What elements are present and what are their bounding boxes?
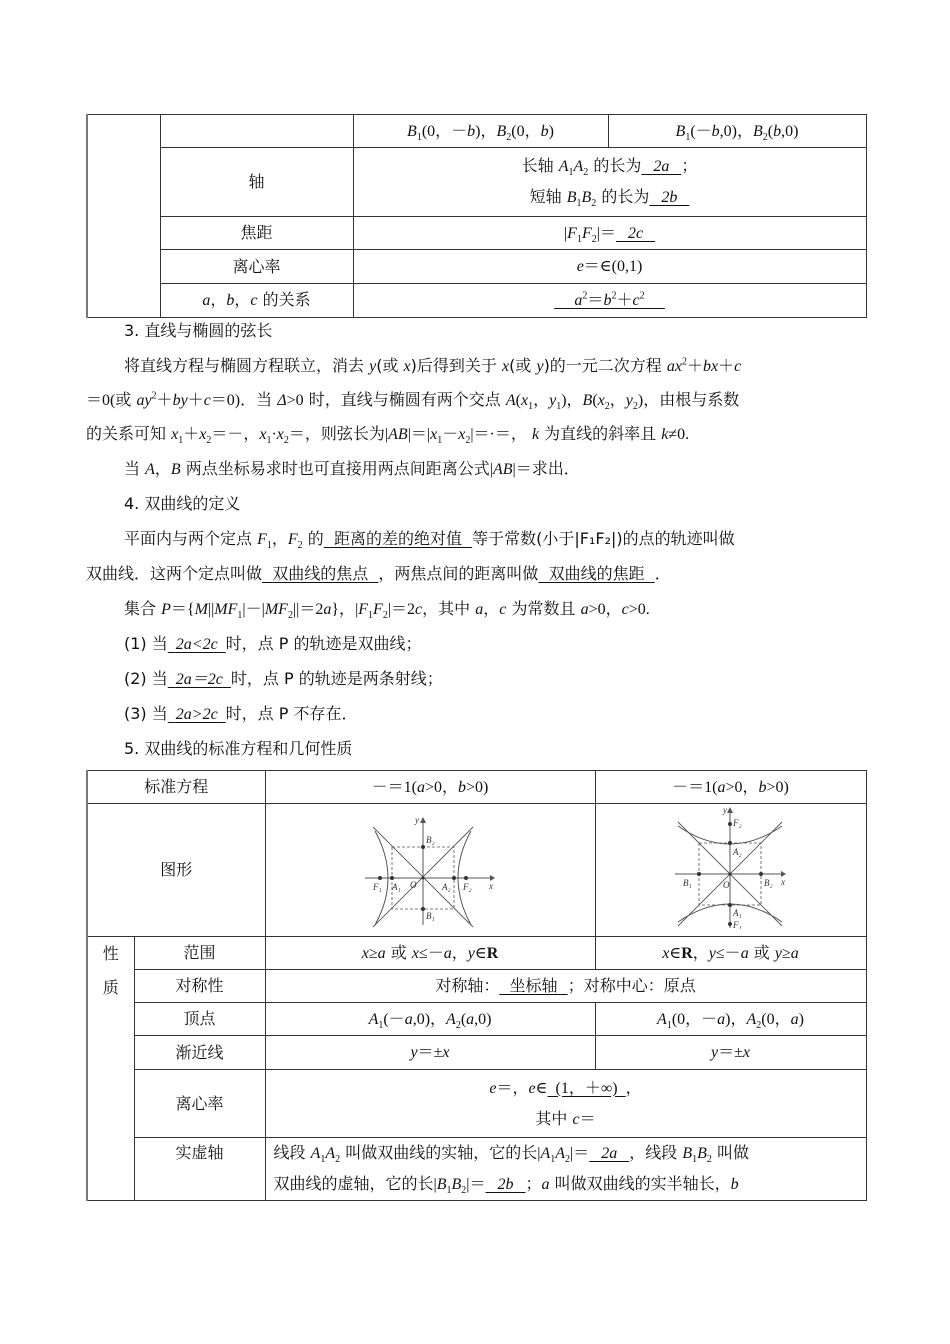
graph-label: 图形 <box>87 804 265 937</box>
eccentricity-value: e＝，e∈ (1，＋∞) ， 其中 c＝ <box>265 1070 866 1138</box>
vertex-row-label <box>160 115 353 148</box>
svg-text:B₂: B₂ <box>764 877 773 888</box>
svg-text:B₂: B₂ <box>426 834 435 845</box>
eccentricity-row-label: 离心率 <box>160 250 353 284</box>
svg-text:B₁: B₁ <box>683 877 692 888</box>
hyperbola-properties-table <box>86 770 867 1201</box>
relation-row-value <box>353 284 866 318</box>
vertex-col-x: $B_1(0$，－b)，$B_2(0$，b) <box>353 115 608 148</box>
relation-blank: $a^2=b^2+c^2$ <box>574 290 645 309</box>
svg-text:x: x <box>781 876 786 887</box>
section-4-def-line2: 双曲线．这两个定点叫做 双曲线的焦点 ，两焦点间的距离叫做 双曲线的焦距 ． <box>86 564 671 583</box>
major-axis-blank: 2a <box>641 158 682 175</box>
symmetry-label: 对称性 <box>134 970 265 1003</box>
eccentricity-blank: (1，＋∞) <box>547 1079 626 1097</box>
symmetry-value: 对称轴： 坐标轴 ；对称中心：原点 <box>265 970 866 1003</box>
properties-label: 性质 <box>87 937 134 1201</box>
hyperbola-y-axis-figure <box>673 804 788 929</box>
svg-text:O: O <box>410 879 417 890</box>
svg-text:F₁: F₁ <box>373 881 382 892</box>
symmetry-blank: 坐标轴 <box>509 976 558 995</box>
asymptote-col-y: y＝±x <box>595 1036 866 1070</box>
axis-row-value: 长轴 $A_1A_2$ 的长为 2a ； 短轴 $B_1B_2$ 的长为 2b <box>353 148 866 217</box>
asymptote-label: 渐近线 <box>134 1036 265 1070</box>
def-blank-1: 距离的差的绝对值 <box>333 529 462 548</box>
focal-row-value: $|F_1F_2|= 2c$ <box>353 217 866 250</box>
imaginary-axis-blank: 2b <box>485 1176 526 1193</box>
eccentricity-row-value: e＝∈(0,1) <box>353 250 866 284</box>
svg-text:F₂: F₂ <box>463 881 472 892</box>
properties-merged-cell <box>87 115 160 318</box>
case-1-blank: 2a<2c <box>175 636 218 653</box>
svg-text:A₂: A₂ <box>733 846 742 857</box>
section-3-para1-line1: 将直线方程与椭圆方程联立，消去 y(或 x)后得到关于 x(或 y)的一元二次方程 $ax^2+bx+c$ <box>124 356 742 375</box>
standard-equation-y: －＝1(a>0，b>0) <box>595 771 866 804</box>
section-5-heading: 5. 双曲线的标准方程和几何性质 <box>124 739 353 758</box>
section-3-para1-line3: 的关系可知 $x_1+x_2=-$，$x_1\cdot x_2=$，则弦长为$|AB|=|x_1-x_2|=\cdot=$， k 为直线的斜率且 k≠0. <box>86 424 690 447</box>
range-col-y: x∈R，y≤－a 或 y≥a <box>595 937 866 970</box>
section-3-para2: 当 A，B 两点坐标易求时也可直接用两点间距离公式|AB|＝求出． <box>124 459 580 478</box>
case-1: (1) 当 2a<2c 时，点 P 的轨迹是双曲线； <box>124 634 422 653</box>
case-2-blank: 2a＝2c <box>175 671 223 688</box>
minor-axis-blank: 2b <box>649 189 690 206</box>
case-2: (2) 当 2a＝2c 时，点 P 的轨迹是两条射线； <box>124 669 443 688</box>
def-blank-3: 双曲线的焦距 <box>548 564 645 583</box>
ellipse-properties-table <box>86 114 867 318</box>
svg-text:A₂: A₂ <box>442 881 451 892</box>
standard-equation-label: 标准方程 <box>87 771 265 804</box>
eccentricity-label: 离心率 <box>134 1070 265 1138</box>
case-3: (3) 当 2a>2c 时，点 P 不存在． <box>124 704 358 723</box>
section-4-heading: 4. 双曲线的定义 <box>124 494 241 513</box>
section-3-heading: 3. 直线与椭圆的弦长 <box>124 321 273 340</box>
section-3-para1-line2: ＝0(或 $ay^2+by+c=0$)．当 Δ>0 时，直线与椭圆有两个交点 $A(x_1$，$y_1$)，$B(x_2$，$y_2$)，由根与系数 <box>86 390 740 413</box>
svg-text:x: x <box>489 880 494 891</box>
svg-text:F₁: F₁ <box>733 919 742 929</box>
vertex-col-y: $A_1(0$，－a)，$A_2(0$，a) <box>595 1003 866 1036</box>
real-axis-blank: 2a <box>589 1145 630 1162</box>
range-label: 范围 <box>134 937 265 970</box>
svg-text:O: O <box>723 879 730 890</box>
axes-value: 线段 $A_1A_2$ 叫做双曲线的实轴，它的长$|A_1A_2|= 2a$ ，线段 $B_1B_2$ 叫做 双曲线的虚轴，它的长$|B_1B_2|= 2b$ ；a 叫做双曲线的实半轴长，b <box>265 1138 866 1201</box>
section-4-set-line: 集合 $P=\{M||MF_1|-|MF_2||=2a\}$，$|F_1F_2|=2c$，其中 a，c 为常数且 a>0，c>0. <box>124 599 650 622</box>
svg-text:y: y <box>415 814 420 825</box>
relation-row-label: a，b，c 的关系 <box>160 284 353 318</box>
focal-blank: 2c <box>615 224 656 242</box>
axes-label: 实虚轴 <box>134 1138 265 1201</box>
hyperbola-x-axis-figure <box>365 813 495 928</box>
svg-text:A₁: A₁ <box>392 881 401 892</box>
focal-row-label: 焦距 <box>160 217 353 250</box>
graph-y-focus <box>595 804 866 937</box>
vertex-col-x: $A_1(-a,0)$，$A_2(a,0)$ <box>265 1003 595 1036</box>
case-3-blank: 2a>2c <box>175 706 218 723</box>
svg-text:A₁: A₁ <box>733 907 742 918</box>
svg-text:B₁: B₁ <box>426 910 435 921</box>
svg-text:F₂: F₂ <box>733 817 742 828</box>
range-col-x: x≥a 或 x≤－a，y∈R <box>265 937 595 970</box>
graph-x-focus <box>265 804 595 937</box>
section-4-def-line1: 平面内与两个定点 $F_1$，$F_2$ 的 距离的差的绝对值 等于常数(小于|F₁F₂|)的点的轨迹叫做 <box>124 529 735 552</box>
standard-equation-x: －＝1(a>0，b>0) <box>265 771 595 804</box>
vertex-label: 顶点 <box>134 1003 265 1036</box>
def-blank-2: 双曲线的焦点 <box>272 564 369 583</box>
axis-row-label: 轴 <box>160 148 353 217</box>
asymptote-col-x: y＝±x <box>265 1036 595 1070</box>
svg-text:y: y <box>723 804 728 815</box>
vertex-col-y: $B_1(-b,0)$，$B_2(b,0)$ <box>608 115 866 148</box>
